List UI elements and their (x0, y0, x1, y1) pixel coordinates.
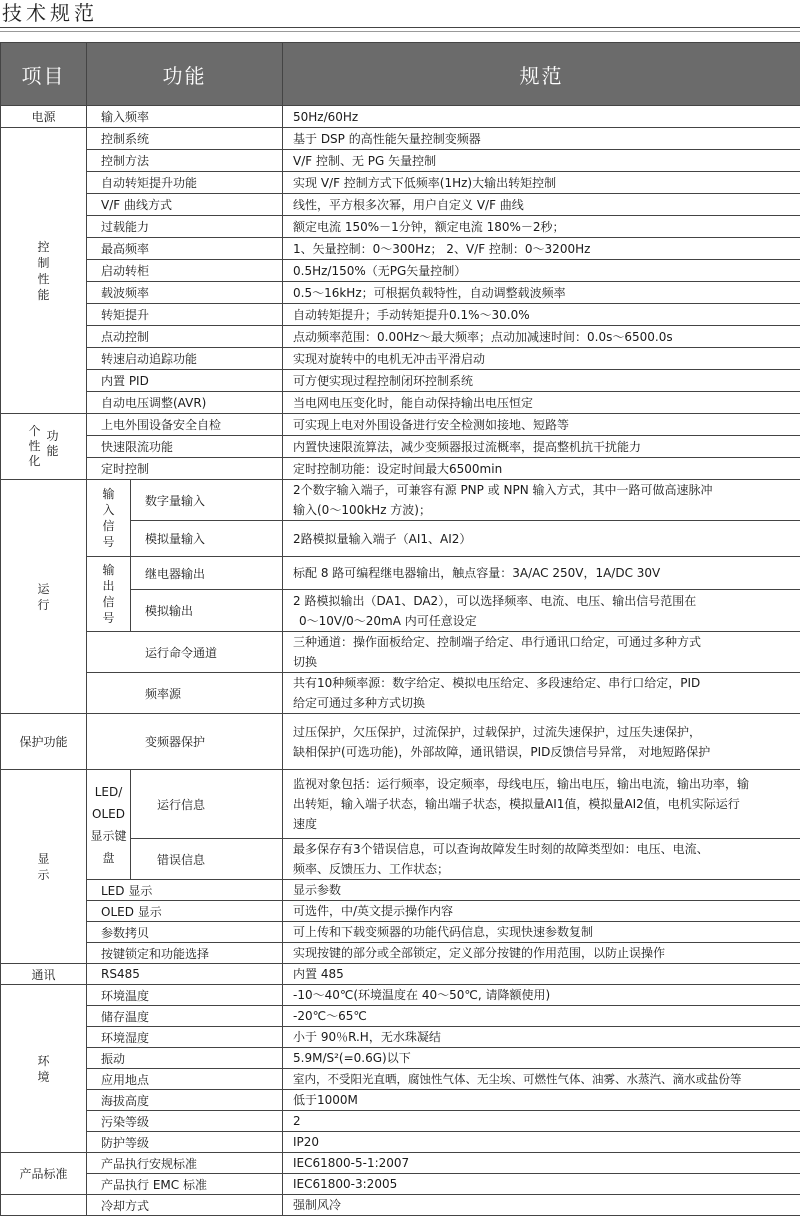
row-label: 控制系统 (87, 128, 283, 150)
row-value: 5.9M/S²(=0.6G)以下 (283, 1048, 800, 1069)
row-label: 振动 (87, 1048, 283, 1069)
category-run (1, 480, 87, 714)
row-value-line: 监视对象包括：运行频率，设定频率，母线电压，输出电压，输出电流，输出功率，输 (293, 774, 796, 794)
table-row (1, 326, 800, 348)
table-row (1, 128, 800, 150)
title-divider-thin (0, 31, 800, 32)
row-value: 低于1000M (283, 1090, 800, 1111)
row-value: 线性，平方根多次幂，用户自定义 V/F 曲线 (283, 194, 800, 216)
row-label: 载波频率 (87, 282, 283, 304)
row-label: 错误信息 (131, 839, 283, 880)
table-row (1, 1069, 800, 1090)
row-value-line: 最多保存有3个错误信息，可以查询故障发生时刻的故障类型如：电压、电流、 (293, 839, 796, 859)
table-row (1, 1111, 800, 1132)
category-display (1, 770, 87, 964)
row-value: 2 (283, 1111, 800, 1132)
table-row (1, 985, 800, 1006)
category-run-label: 运行 (37, 581, 51, 613)
row-value-line: 给定可通过多种方式切换 (293, 693, 796, 713)
table-row (1, 922, 800, 943)
table-row (1, 880, 800, 901)
table-row (1, 1090, 800, 1111)
table-row (1, 480, 800, 521)
category-environment (1, 985, 87, 1153)
table-row (1, 1006, 800, 1027)
row-label: 模拟量输入 (131, 521, 283, 557)
row-label: 继电器输出 (131, 557, 283, 590)
row-value: 内置快速限流算法，减少变频器报过流概率，提高整机抗干扰能力 (283, 436, 800, 458)
row-value: 50Hz/60Hz (283, 106, 800, 128)
header-spec: 规范 (283, 43, 800, 106)
row-label: 频率源 (87, 673, 283, 714)
category-personal (1, 414, 87, 480)
table-row (1, 1027, 800, 1048)
group-output-signal (87, 557, 131, 632)
row-value-line: 2 路模拟输出（DA1、DA2），可以选择频率、电流、电压、输出信号范围在 (293, 591, 796, 611)
row-label: 环境温度 (87, 985, 283, 1006)
table-row (1, 943, 800, 964)
row-value: 定时控制功能：设定时间最大6500min (283, 458, 800, 480)
table-row (1, 458, 800, 480)
row-value: 自动转矩提升；手动转矩提升0.1%～30.0% (283, 304, 800, 326)
category-personal-b: 功能 (47, 429, 59, 459)
category-display-label: 显示 (37, 851, 51, 883)
table-header-row (1, 43, 800, 106)
row-value (283, 590, 800, 632)
row-label: 环境湿度 (87, 1027, 283, 1048)
row-value: 1、矢量控制：0～300Hz； 2、V/F 控制：0～3200Hz (283, 238, 800, 260)
row-value-line: 输入(0～100kHz 方波)； (293, 500, 796, 520)
row-value: 可方便实现过程控制闭环控制系统 (283, 370, 800, 392)
row-label: 输入频率 (87, 106, 283, 128)
row-value: 可上传和下载变频器的功能代码信息，实现快速参数复制 (283, 922, 800, 943)
row-value: IEC61800-5-1:2007 (283, 1153, 800, 1174)
row-value: 0.5Hz/150%（无PG矢量控制） (283, 260, 800, 282)
category-environment-label: 环境 (37, 1053, 51, 1085)
row-value-line: 三种通道：操作面板给定、控制端子给定、串行通讯口给定，可通过多种方式 (293, 632, 796, 652)
row-value: 实现 V/F 控制方式下低频率(1Hz)大输出转矩控制 (283, 172, 800, 194)
row-value: 可实现上电对外围设备进行安全检测如接地、短路等 (283, 414, 800, 436)
row-value-line: 0～10V/0～20mA 内可任意设定 (293, 611, 796, 631)
row-value: 2路模拟量输入端子（AI1、AI2） (283, 521, 800, 557)
category-comm: 通讯 (1, 964, 87, 985)
row-label: V/F 曲线方式 (87, 194, 283, 216)
row-label: 防护等级 (87, 1132, 283, 1153)
table-row (1, 216, 800, 238)
row-label: 海拔高度 (87, 1090, 283, 1111)
table-row (1, 370, 800, 392)
table-row (1, 1048, 800, 1069)
table-row (1, 1174, 800, 1195)
row-label: 模拟输出 (131, 590, 283, 632)
row-label: 应用地点 (87, 1069, 283, 1090)
table-row (1, 632, 800, 673)
table-row (1, 260, 800, 282)
row-label: 内置 PID (87, 370, 283, 392)
table-row (1, 392, 800, 414)
row-value-line: 过压保护，欠压保护，过流保护，过载保护，过流失速保护，过压失速保护， (293, 722, 796, 742)
category-personal-a: 个性化 (29, 424, 41, 469)
row-label: 运行信息 (131, 770, 283, 839)
category-control (1, 128, 87, 414)
row-label: 控制方法 (87, 150, 283, 172)
row-label: 数字量输入 (131, 480, 283, 521)
row-label: 最高频率 (87, 238, 283, 260)
row-label: 参数拷贝 (87, 922, 283, 943)
table-row (1, 348, 800, 370)
row-label: 启动转柜 (87, 260, 283, 282)
table-row (1, 106, 800, 128)
category-standards: 产品标准 (1, 1153, 87, 1195)
category-power: 电源 (1, 106, 87, 128)
category-empty (1, 1195, 87, 1216)
table-row (1, 150, 800, 172)
table-row (1, 172, 800, 194)
title-divider (0, 27, 800, 28)
row-value (283, 673, 800, 714)
row-value: 0.5～16kHz；可根据负载特性，自动调整载波频率 (283, 282, 800, 304)
row-value-line: 2个数字输入端子，可兼容有源 PNP 或 NPN 输入方式，其中一路可做高速脉冲 (293, 480, 796, 500)
row-label: LED 显示 (87, 880, 283, 901)
row-value-line: 切换 (293, 652, 796, 672)
group-output-signal-label: 输出信号 (102, 562, 116, 626)
table-row (1, 673, 800, 714)
row-value: -10～40℃(环境温度在 40～50℃, 请降额使用) (283, 985, 800, 1006)
table-row (1, 436, 800, 458)
row-label: 转速启动追踪功能 (87, 348, 283, 370)
row-label: 定时控制 (87, 458, 283, 480)
row-label: 过载能力 (87, 216, 283, 238)
category-control-label: 控制性能 (37, 239, 51, 303)
table-row (1, 1153, 800, 1174)
group-input-signal-label: 输入信号 (102, 486, 116, 550)
header-function: 功能 (87, 43, 283, 106)
row-label: 上电外围设备安全自检 (87, 414, 283, 436)
table-row (1, 770, 800, 839)
row-label: 快速限流功能 (87, 436, 283, 458)
row-value-line: 共有10种频率源：数字给定、模拟电压给定、多段速给定、串行口给定，PID (293, 673, 796, 693)
row-label: 产品执行 EMC 标准 (87, 1174, 283, 1195)
row-value: 当电网电压变化时，能自动保持输出电压恒定 (283, 392, 800, 414)
row-value: -20℃～65℃ (283, 1006, 800, 1027)
row-value (283, 480, 800, 521)
table-row (1, 964, 800, 985)
category-protection: 保护功能 (1, 714, 87, 770)
table-row (1, 194, 800, 216)
table-row (1, 1195, 800, 1216)
row-value: 室内，不受阳光直晒，腐蚀性气体、无尘埃、可燃性气体、油雾、水蒸汽、滴水或盐份等 (283, 1069, 800, 1090)
row-value (283, 770, 800, 839)
row-value: 点动频率范围：0.00Hz～最大频率；点动加减速时间：0.0s～6500.0s (283, 326, 800, 348)
row-value: 内置 485 (283, 964, 800, 985)
row-value: 实现按键的部分或全部锁定，定义部分按键的作用范围，以防止误操作 (283, 943, 800, 964)
row-value: IEC61800-3:2005 (283, 1174, 800, 1195)
row-value: 强制风冷 (283, 1195, 800, 1216)
row-value-line: 出转矩，输入端子状态，输出端子状态，模拟量AI1值，模拟量AI2值，电机实际运行 (293, 794, 796, 814)
row-value: 额定电流 150%－1分钟，额定电流 180%－2秒； (283, 216, 800, 238)
row-label: 自动电压调整(AVR) (87, 392, 283, 414)
group-input-signal (87, 480, 131, 557)
table-row (1, 282, 800, 304)
row-value: 标配 8 路可编程继电器输出，触点容量：3A/AC 250V，1A/DC 30V (283, 557, 800, 590)
table-row (1, 901, 800, 922)
row-value (283, 714, 800, 770)
row-value: 可选件，中/英文提示操作内容 (283, 901, 800, 922)
row-value-line: 速度 (293, 814, 796, 834)
table-row (1, 304, 800, 326)
row-label: 运行命令通道 (87, 632, 283, 673)
table-row (1, 1132, 800, 1153)
row-label: 储存温度 (87, 1006, 283, 1027)
table-row (1, 238, 800, 260)
row-value-line: 缺相保护(可选功能)，外部故障，通讯错误，PID反馈信号异常， 对地短路保护 (293, 742, 796, 762)
row-label: 转矩提升 (87, 304, 283, 326)
group-led-oled-keyboard-label: LED/OLED显示键盘 (91, 781, 127, 869)
row-value (283, 632, 800, 673)
table-row (1, 414, 800, 436)
row-label: 变频器保护 (87, 714, 283, 770)
row-label: 自动转矩提升功能 (87, 172, 283, 194)
page-title: 技术规范 (2, 0, 98, 26)
row-value: V/F 控制、无 PG 矢量控制 (283, 150, 800, 172)
row-label: 冷却方式 (87, 1195, 283, 1216)
spec-table (0, 42, 800, 1216)
row-label: 点动控制 (87, 326, 283, 348)
row-label: 按键锁定和功能选择 (87, 943, 283, 964)
table-row (1, 557, 800, 590)
row-value: 实现对旋转中的电机无冲击平滑启动 (283, 348, 800, 370)
row-value-line: 频率、反馈压力、工作状态； (293, 859, 796, 879)
row-value (283, 839, 800, 880)
row-value: 显示参数 (283, 880, 800, 901)
row-value: IP20 (283, 1132, 800, 1153)
row-value: 小于 90％R.H，无水珠凝结 (283, 1027, 800, 1048)
group-led-oled-keyboard (87, 770, 131, 880)
row-label: RS485 (87, 964, 283, 985)
header-item: 项目 (1, 43, 87, 106)
row-label: 产品执行安规标准 (87, 1153, 283, 1174)
row-value: 基于 DSP 的高性能矢量控制变频器 (283, 128, 800, 150)
table-row (1, 714, 800, 770)
row-label: 污染等级 (87, 1111, 283, 1132)
row-label: OLED 显示 (87, 901, 283, 922)
